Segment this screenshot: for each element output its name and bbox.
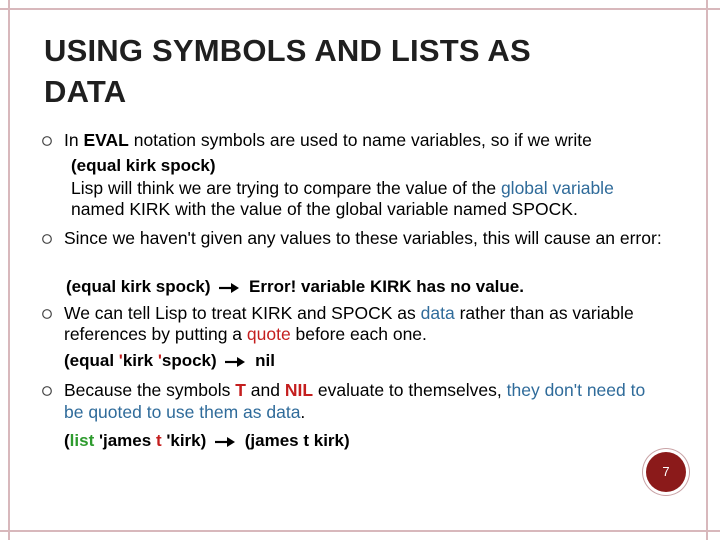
b1-eval: EVAL <box>83 130 129 150</box>
bullet-4-line-2 <box>64 402 684 423</box>
b4-t1: Because the symbols <box>64 380 236 400</box>
b3-code-quote-2: ' <box>157 351 162 370</box>
frame-line-top <box>0 8 720 10</box>
bullet-4-icon <box>40 384 54 398</box>
b2-code-right: Error! variable KIRK has no value. <box>249 277 524 296</box>
bullet-1-text <box>64 130 684 151</box>
b4-t3-highlight: they don't need to <box>506 380 646 400</box>
b1-t1: In <box>64 130 84 150</box>
right-arrow-icon <box>224 356 246 368</box>
bullet-2-icon <box>40 232 54 246</box>
b2-code-line <box>66 276 524 297</box>
b4-code-t: t <box>155 431 162 450</box>
page-number-badge: 7 <box>646 452 686 492</box>
bullet-1-icon <box>40 134 54 148</box>
b4-code-mid1: 'james <box>94 431 156 450</box>
bullet-2-text: Since we haven't given any values to these variables, this will cause an error: <box>64 228 662 248</box>
title-line-2: DATA <box>44 74 127 109</box>
bullet-3-line-2 <box>64 324 684 345</box>
b4-code-list: list <box>69 431 95 450</box>
frame-line-bottom <box>0 530 720 532</box>
b1-p1: Lisp will think we are trying to compare the value of the <box>71 178 501 198</box>
right-arrow-icon <box>214 436 236 448</box>
b3-code-quote-1: ' <box>118 351 123 370</box>
b3-t1: We can tell Lisp to treat KIRK and SPOCK as <box>64 303 421 323</box>
b3-code-c: spock) <box>161 351 217 370</box>
b3-code-right: nil <box>255 351 275 370</box>
b1-p1-highlight: global variable <box>500 178 614 198</box>
b3-t3: references by putting a <box>64 324 247 344</box>
b3-code-a: (equal <box>64 351 119 370</box>
b2-code-left: (equal kirk spock) <box>66 277 211 296</box>
b4-t4-highlight: be quoted to use them as data <box>64 402 301 422</box>
b4-code-line <box>64 430 350 451</box>
b1-para-line-2: named KIRK with the value of the global variable named SPOCK. <box>71 199 578 219</box>
b1-t3: notation symbols are used to name variables, so if we write <box>128 130 592 150</box>
b1-para-line-1 <box>71 178 691 199</box>
b1-code: (equal kirk spock) <box>71 156 216 175</box>
frame-line-right <box>706 0 708 540</box>
b3-t4: before each one. <box>290 324 427 344</box>
b4-t5: . <box>300 402 306 422</box>
b3-t2: rather than as variable <box>454 303 634 323</box>
b4-code-mid2: 'kirk) <box>161 431 207 450</box>
b3-code-line <box>64 350 275 371</box>
b4-sym-t: T <box>235 380 246 400</box>
b4-code-right: (james t kirk) <box>244 431 350 450</box>
bullet-4-line-1 <box>64 380 684 401</box>
bullet-3-line-1 <box>64 303 684 324</box>
b4-t2: and <box>245 380 285 400</box>
slide-title <box>44 30 684 112</box>
b3-quote: quote <box>246 324 291 344</box>
b4-sym-nil: NIL <box>284 380 314 400</box>
b4-code-open: ( <box>64 431 70 450</box>
right-arrow-icon <box>218 282 240 294</box>
b3-data: data <box>420 303 455 323</box>
frame-line-left <box>8 0 10 540</box>
b4-t3: evaluate to themselves, <box>313 380 507 400</box>
bullet-3-icon <box>40 307 54 321</box>
b3-code-b: kirk <box>122 351 158 370</box>
title-line-1: USING SYMBOLS AND LISTS AS <box>44 33 531 68</box>
